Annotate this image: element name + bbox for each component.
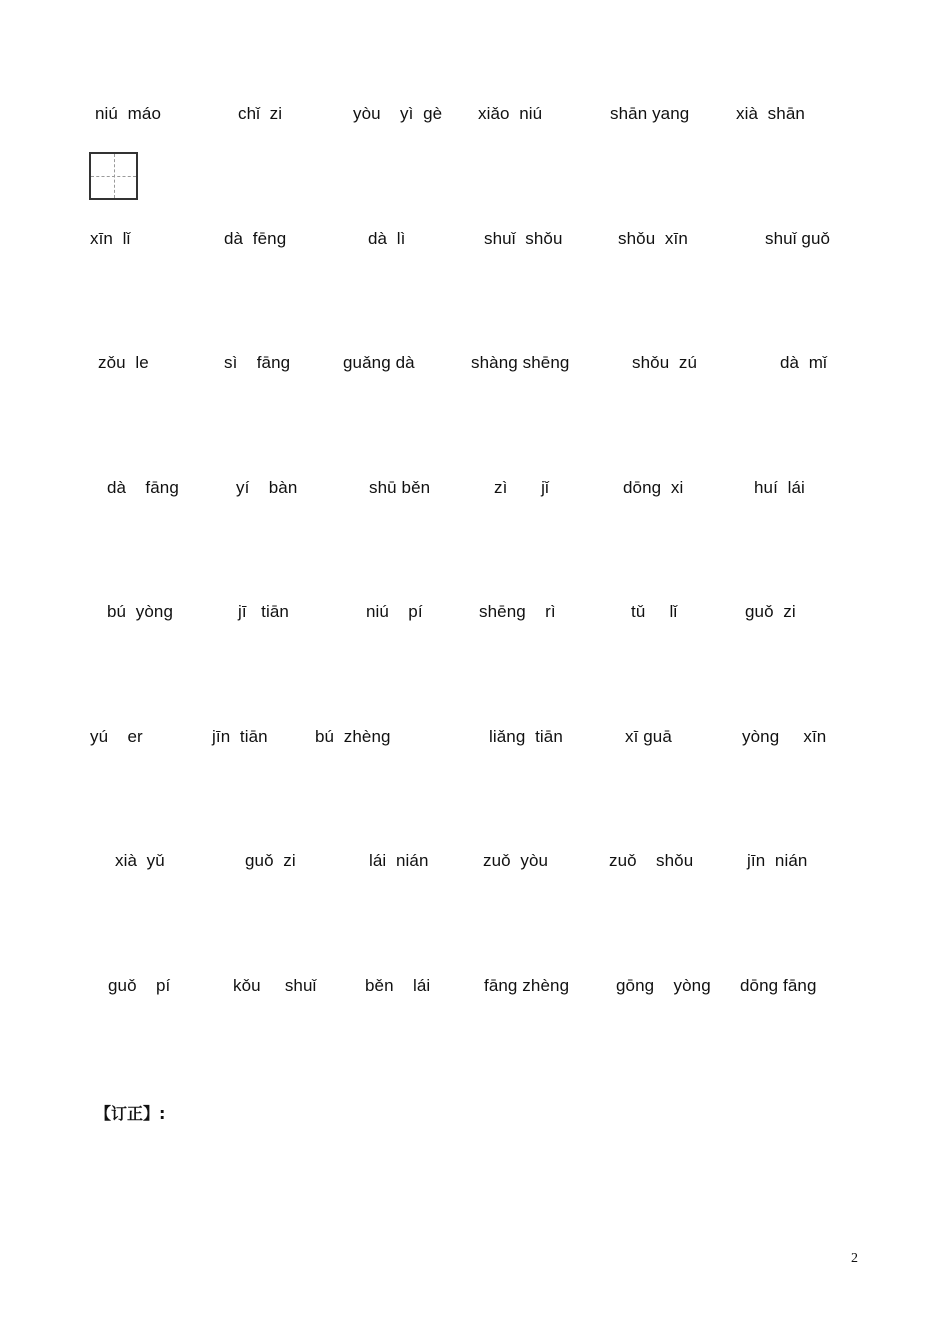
- pinyin-word: gōng yòng: [616, 976, 711, 995]
- pinyin-word: zuǒ yòu: [483, 851, 549, 870]
- pinyin-word: niú máo: [95, 104, 162, 123]
- pinyin-word: dōng fāng: [740, 976, 817, 995]
- pinyin-word: shǒu xīn: [618, 229, 688, 248]
- pinyin-word: yú er: [90, 727, 143, 746]
- pinyin-word: běn lái: [365, 976, 431, 995]
- pinyin-word: chǐ zi: [238, 104, 283, 123]
- pinyin-word: shuǐ guǒ: [765, 229, 831, 248]
- pinyin-word: lái nián: [369, 851, 429, 870]
- pinyin-row-7: [0, 849, 950, 877]
- pinyin-row-3: [0, 351, 950, 379]
- page-number: 2: [851, 1251, 858, 1266]
- pinyin-word: jīn nián: [747, 851, 808, 870]
- pinyin-word: xià shān: [736, 104, 805, 123]
- pinyin-word: huí lái: [754, 478, 805, 497]
- pinyin-word: guǎng dà: [343, 353, 415, 372]
- pinyin-word: dà fēng: [224, 229, 287, 248]
- grid-vertical-guide: [114, 154, 115, 198]
- pinyin-word: yí bàn: [236, 478, 298, 497]
- pinyin-word: zì jǐ: [494, 478, 549, 497]
- pinyin-word: xīn lǐ: [90, 229, 131, 248]
- pinyin-row-5: [0, 600, 950, 628]
- tianzige-writing-grid: [89, 152, 138, 200]
- pinyin-word: dà lì: [368, 229, 406, 248]
- pinyin-word: dōng xi: [623, 478, 684, 497]
- pinyin-word: shū běn: [369, 478, 431, 497]
- pinyin-word: xiǎo niú: [478, 104, 543, 123]
- pinyin-word: xī guā: [625, 727, 672, 746]
- pinyin-word: shēng rì: [479, 602, 556, 621]
- pinyin-row-8: [0, 974, 950, 1002]
- pinyin-word: shān yang: [610, 104, 690, 123]
- pinyin-word: shuǐ shǒu: [484, 229, 563, 248]
- correction-label: 【订正】:: [95, 1104, 166, 1123]
- pinyin-word: fāng zhèng: [484, 976, 570, 995]
- pinyin-word: guǒ zi: [245, 851, 296, 870]
- pinyin-word: bú yòng: [107, 602, 174, 621]
- pinyin-row-4: [0, 476, 950, 504]
- pinyin-row-2: [0, 227, 950, 255]
- pinyin-word: zuǒ shǒu: [609, 851, 694, 870]
- pinyin-word: bú zhèng: [315, 727, 391, 746]
- pinyin-word: yòng xīn: [742, 727, 827, 746]
- pinyin-word: jī tiān: [238, 602, 289, 621]
- pinyin-word: dà mǐ: [780, 353, 827, 372]
- pinyin-word: niú pí: [366, 602, 423, 621]
- pinyin-word: dà fāng: [107, 478, 179, 497]
- pinyin-word: zǒu le: [98, 353, 149, 372]
- pinyin-word: tǔ lǐ: [631, 602, 678, 621]
- pinyin-word: guǒ zi: [745, 602, 796, 621]
- pinyin-word: yòu yì gè: [353, 104, 443, 123]
- pinyin-word: kǒu shuǐ: [233, 976, 317, 995]
- pinyin-word: shàng shēng: [471, 353, 570, 372]
- pinyin-word: liǎng tiān: [489, 727, 563, 746]
- pinyin-word: shǒu zú: [632, 353, 698, 372]
- pinyin-word: sì fāng: [224, 353, 291, 372]
- pinyin-word: xià yǔ: [115, 851, 165, 870]
- pinyin-word: jīn tiān: [212, 727, 268, 746]
- pinyin-row-6: [0, 725, 950, 753]
- pinyin-row-1: [0, 102, 950, 130]
- pinyin-word: guǒ pí: [108, 976, 171, 995]
